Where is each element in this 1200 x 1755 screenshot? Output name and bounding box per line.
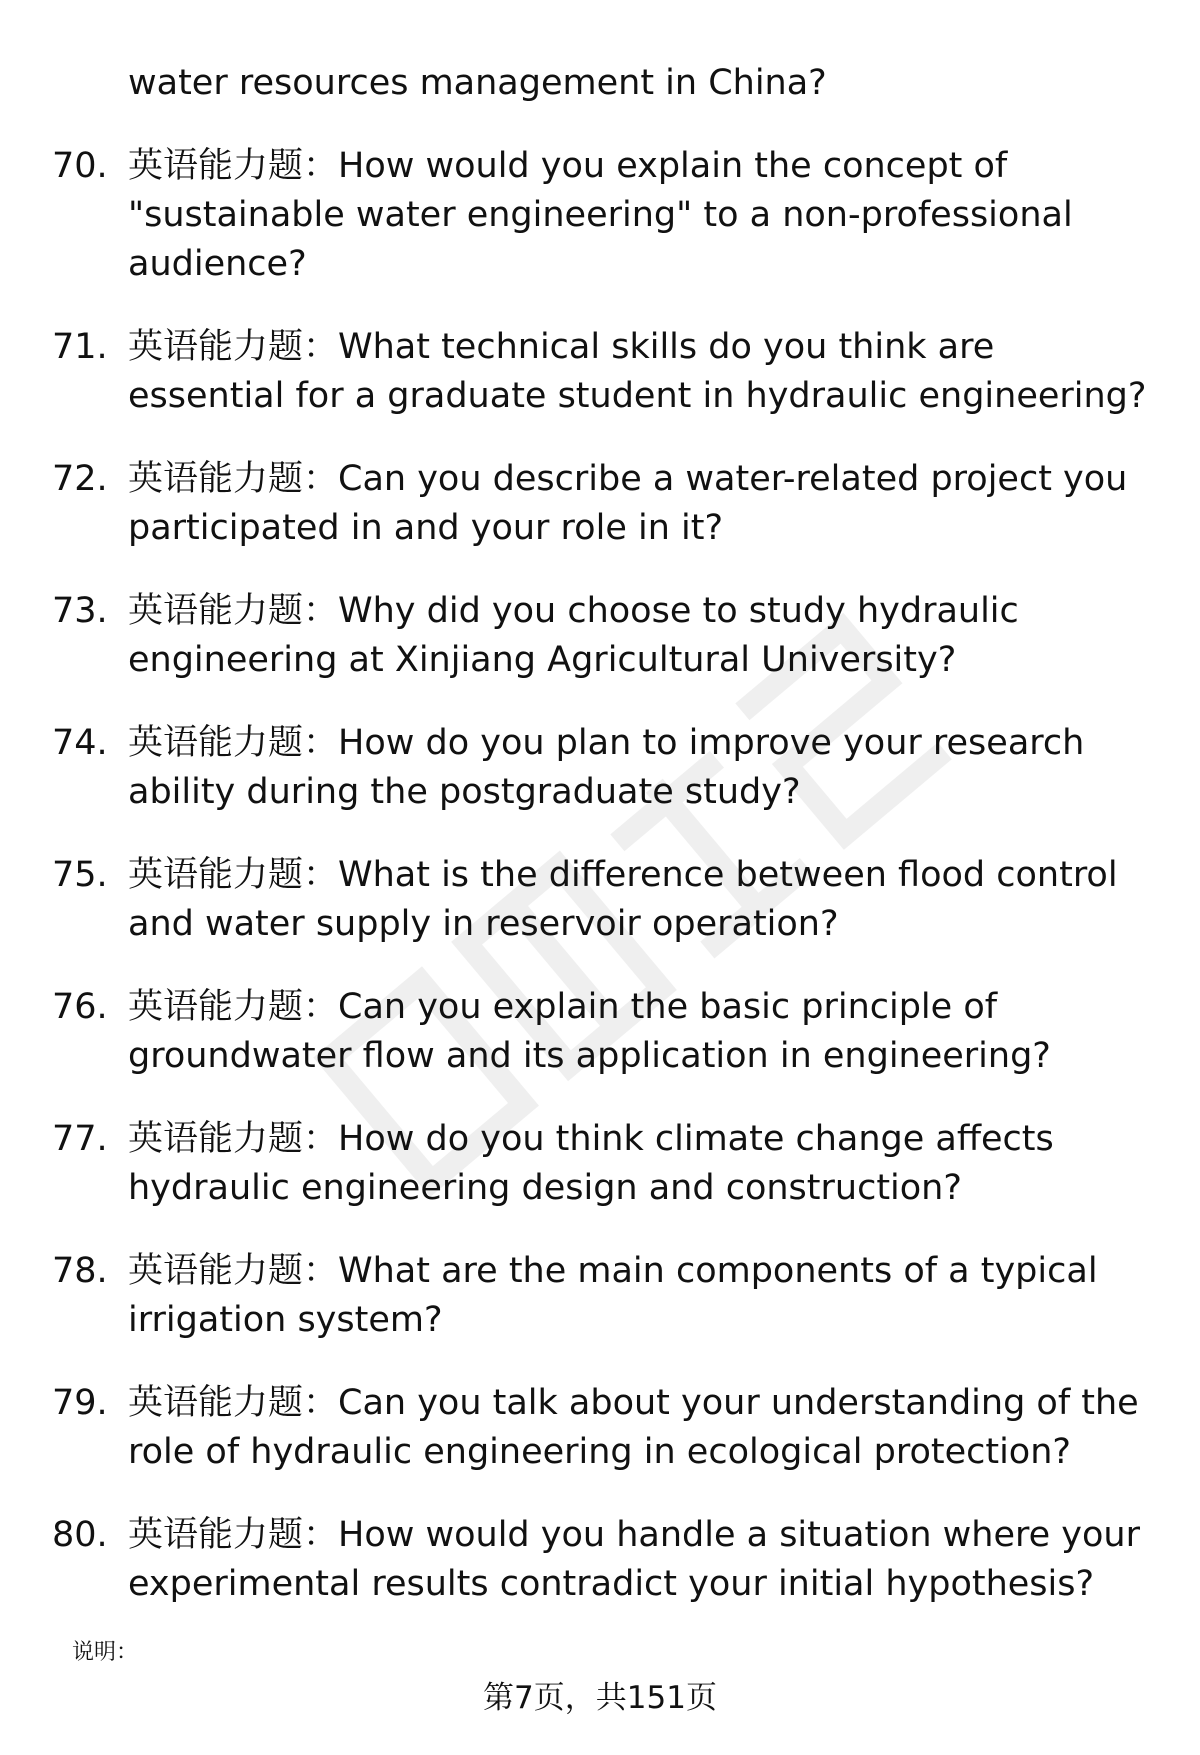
question-number: 71. [52, 327, 108, 367]
question-number: 74. [52, 723, 108, 763]
question-number: 72. [52, 459, 108, 499]
question-item [0, 587, 1200, 685]
question-list [0, 142, 1200, 1643]
note-label: 说明： [72, 1640, 139, 1665]
question-item [0, 142, 1200, 289]
question-number: 73. [52, 591, 108, 631]
question-text: 英语能力题：How do you plan to improve your research ability during the postgraduate study? [128, 723, 1085, 812]
page-footer: 第7页，共151页 [483, 1680, 717, 1716]
continuation-text: water resources management in China? [128, 63, 827, 103]
question-text: 英语能力题：Can you explain the basic principle of groundwater flow and its application in engineering? [128, 987, 1051, 1076]
question-item [0, 851, 1200, 949]
question-text: 英语能力题：Can you talk about your understanding of the role of hydraulic engineering in ecological protection? [128, 1383, 1139, 1472]
question-text: 英语能力题：How would you handle a situation where your experimental results contradict your initial hypothesis? [128, 1515, 1140, 1604]
question-item [0, 983, 1200, 1081]
question-number: 80. [52, 1515, 108, 1555]
question-item [0, 1115, 1200, 1213]
question-item [0, 1511, 1200, 1609]
question-item [0, 455, 1200, 553]
question-item [0, 1379, 1200, 1477]
question-number: 76. [52, 987, 108, 1027]
question-text: 英语能力题：How do you think climate change affects hydraulic engineering design and construction? [128, 1119, 1054, 1208]
question-number: 70. [52, 146, 108, 186]
question-item [0, 719, 1200, 817]
question-text: 英语能力题：Can you describe a water-related project you participated in and your role in it? [128, 459, 1128, 548]
question-text: 英语能力题：What is the difference between flood control and water supply in reservoir operation? [128, 855, 1118, 944]
question-text: 英语能力题：What technical skills do you think are essential for a graduate student in hydraulic engineering? [128, 327, 1147, 416]
question-text: 英语能力题：How would you explain the concept of "sustainable water engineering" to a non-professional audience? [128, 146, 1073, 284]
question-number: 77. [52, 1119, 108, 1159]
question-item [0, 1247, 1200, 1345]
question-number: 75. [52, 855, 108, 895]
question-number: 79. [52, 1383, 108, 1423]
question-text: 英语能力题：Why did you choose to study hydraulic engineering at Xinjiang Agricultural University? [128, 591, 1019, 680]
question-number: 78. [52, 1251, 108, 1291]
question-text: 英语能力题：What are the main components of a typical irrigation system? [128, 1251, 1098, 1340]
question-item [0, 323, 1200, 421]
